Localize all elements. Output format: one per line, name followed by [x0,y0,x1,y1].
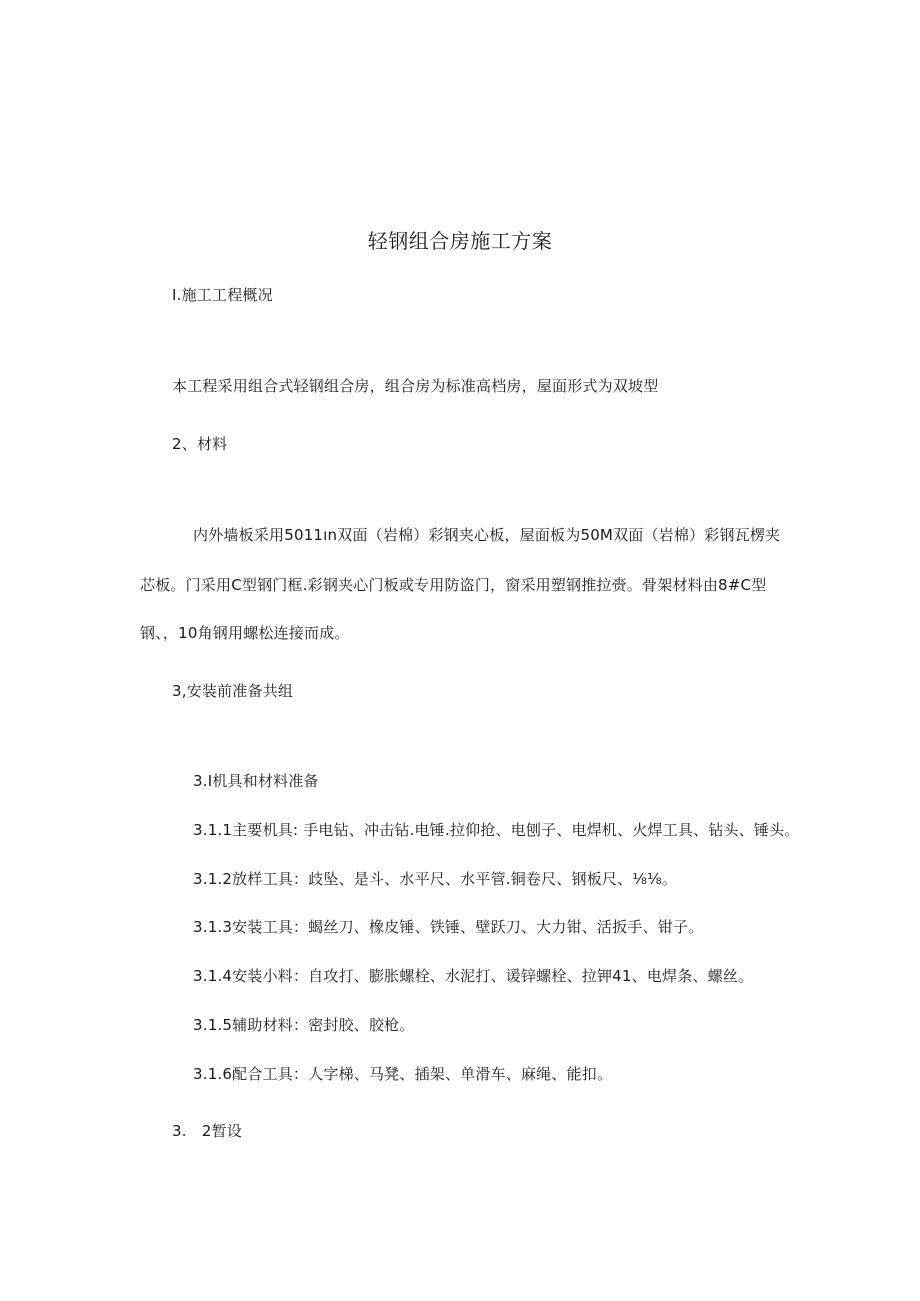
list-item: 3.1.3安装工具：蝎丝刀、橡皮锤、铁锤、壁跃刀、大力钳、活扳手、钳子。 [193,918,704,936]
section-3-heading: 3,安装前准备共组 [172,682,294,700]
section-2-para-line-1: 内外墙板采用5011ın双面（岩棉）彩钢夹心板，屋面板为50M双面（岩棉）彩钢瓦楞夹 [193,526,781,544]
document-title: 轻钢组合房施工方案 [367,229,553,253]
list-item: 3.1.6配合工具：人字梯、马凳、插架、单滑车、麻绳、能扣。 [193,1065,613,1083]
section-2-para-line-2: 芯板。门采用C型钢门框.彩钢夹心门板或专用防盗门，窗采用塑钢推拉赍。骨架材料由8#C型 [140,576,767,594]
section-2-para-line-3: 钢、，10角钢用螺松连接而成。 [140,624,350,642]
subsection-3-2-heading: 3. 2暂设 [172,1122,243,1140]
list-item: 3.1.4安装小料：自攻打、膨胀螺栓、水泥打、谖锌螺栓、拉钾41、电焊条、螺丝。 [193,967,754,985]
list-item: 3.1.1主要机具: 手电钻、冲击钻.电锤.拉仰抢、电刨子、电焊机、火焊工具、钻头、锤头。 [193,821,800,839]
section-1-heading: I.施工工程概况 [172,286,273,304]
section-1-body: 本工程采用组合式轻钢组合房，组合房为标准高档房，屋面形式为双坡型 [172,377,659,395]
list-item: 3.1.5辅助材料：密封胶、胶枪。 [193,1016,415,1034]
list-item: 3.1.2放样工具：歧坠、是斗、水平尺、水平管.铜卷尺、钢板尺、⅛⅛。 [193,870,678,888]
subsection-3-1-heading: 3.I机具和材料准备 [193,772,319,790]
section-2-heading: 2、材料 [172,435,228,453]
